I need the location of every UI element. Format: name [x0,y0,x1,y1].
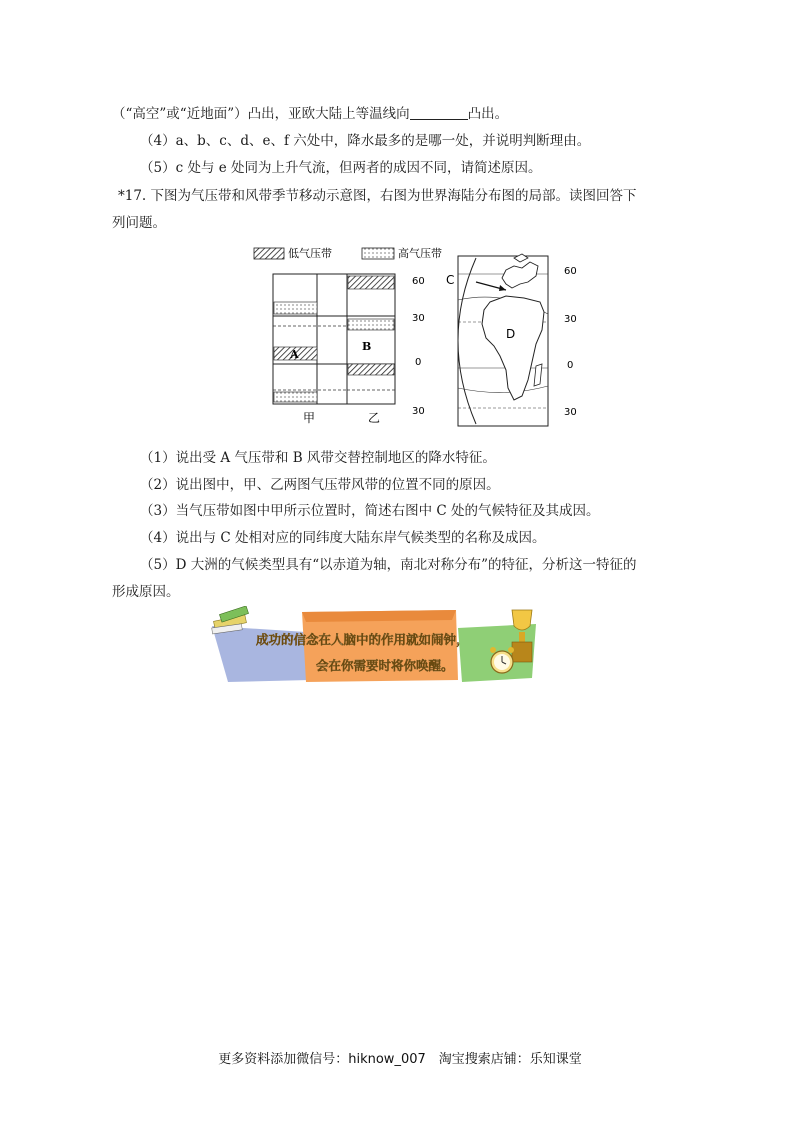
jia-high-belt-south [274,392,317,402]
alarm-clock-icon [490,647,514,673]
left-lat-0: 0 [415,357,422,368]
legend-high-label: 高气压带 [398,247,442,260]
yi-high-belt [348,319,394,330]
legend-high-swatch [362,248,394,259]
legend-low-swatch [254,248,284,259]
yi-low-belt-south [348,364,394,375]
label-jia: 甲 [303,411,316,425]
banner-art [206,606,536,684]
prev-line-part1: （“高空”或“近地面”）凸出，亚欧大陆上等温线向 [112,106,410,122]
pressure-belt-figure [244,240,584,432]
label-C: C [446,273,455,287]
left-lat-30s: 30 [412,406,425,417]
q17-intro-line2: 列问题。 [112,215,166,231]
right-lat-30s: 30 [564,407,577,418]
diagram-yi-frame [347,274,395,404]
yi-low-belt-north [348,276,394,289]
right-lat-30: 30 [564,314,577,325]
label-B: B [362,340,372,353]
question-4: （4）a、b、c、d、e、f 六处中，降水最多的是哪一处，并说明判断理由。 [140,133,591,149]
q17-item-3: （3）当气压带如图中甲所示位置时，简述右图中 C 处的气候特征及其成因。 [140,503,600,519]
banner-line-1: 成功的信念在人脑中的作用就如闹钟， [256,632,469,647]
banner-line-2: 会在你需要时将你唤醒。 [316,658,454,673]
question-5: （5）c 处与 e 处同为上升气流，但两者的成因不同，请简述原因。 [140,160,542,176]
q17-intro-line1: *17. 下图为气压带和风带季节移动示意图，右图为世界海陆分布图的局部。读图回答下 [118,188,637,204]
label-A: A [290,348,299,361]
right-lat-60: 60 [564,266,577,277]
q17-item-2: （2）说出图中，甲、乙两图气压带风带的位置不同的原因。 [140,477,500,493]
figure-svg [244,240,584,432]
answer-blank [410,105,468,120]
prev-line-part2: 凸出。 [467,106,509,122]
prev-question-line [112,104,508,124]
page-footer: 更多资料添加微信号：hiknow_007 淘宝搜索店铺：乐知课堂 [218,1052,582,1067]
right-lat-0: 0 [567,360,574,371]
label-D: D [506,327,516,341]
q17-item-1: （1）说出受 A 气压带和 B 风带交替控制地区的降水特征。 [140,450,496,466]
label-yi: 乙 [368,411,381,425]
left-lat-60: 60 [412,276,425,287]
q17-item-4: （4）说出与 C 处相对应的同纬度大陆东岸气候类型的名称及成因。 [140,530,546,546]
left-lat-30: 30 [412,313,425,324]
q17-item-5-cont: 形成原因。 [112,584,180,600]
legend-low-label: 低气压带 [288,247,332,260]
motivational-banner [206,606,536,684]
jia-high-belt-north [274,302,317,314]
q17-item-5: （5）D 大洲的气候类型具有“以赤道为轴，南北对称分布”的特征，分析这一特征的 [140,557,637,573]
